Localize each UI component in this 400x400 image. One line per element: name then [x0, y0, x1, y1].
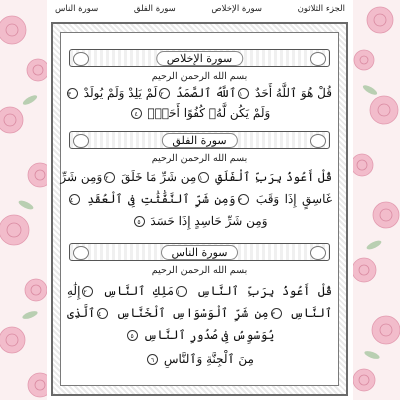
ayah-number-marker: ٢ [82, 286, 93, 297]
ayah-number-marker: ٣ [67, 88, 78, 99]
ayah-text: وَمِن شَرِّ حَاسِدٍ إِذَا حَسَدَ [146, 214, 268, 228]
ayah-number-marker: ٣ [238, 194, 249, 205]
ayah-text: وَمِن شَرِّ ٱلنَّفَّٰثَٰتِ فِى ٱلْعُقَدِ [82, 192, 236, 206]
ayah-number-marker: ٦ [147, 354, 158, 365]
ayah-number-marker: ٢ [159, 88, 170, 99]
ayah-line [67, 213, 332, 229]
banner-ornament-icon [73, 134, 89, 148]
banner-ornament-icon [310, 246, 326, 260]
ayah-text: مِن شَرِّ ٱلْوَسْوَاسِ ٱلْخَنَّاسِ [110, 306, 269, 320]
ayah-number-marker: ٥ [127, 330, 138, 341]
ayah-line [67, 327, 332, 343]
ayah-line [67, 85, 332, 101]
ayah-number-marker: ١ [238, 88, 249, 99]
roses-decoration-icon [350, 0, 400, 400]
ayah-line [67, 305, 332, 321]
ayah-text: مَلِكِ ٱلنَّاسِ [95, 284, 174, 298]
ayah-text: ٱلَّذِى [67, 306, 96, 320]
banner-ornament-icon [310, 134, 326, 148]
ayah-text: مِن شَرِّ مَا خَلَقَ [117, 170, 197, 184]
surah-title: سورة الفلق [161, 133, 237, 148]
ayah-text: وَلَمْ يَكُن لَّهُۥ كُفُوًا أَحَدٌۢ [143, 106, 271, 120]
ayah-number-marker: ٣ [271, 308, 282, 319]
surah-banner-ikhlas [69, 49, 330, 67]
page-header [47, 4, 353, 18]
header-surah-nas: سورة الناس [55, 4, 99, 14]
basmala: بسم الله الرحمن الرحيم [151, 265, 248, 276]
ayah-text: يُوَسْوِسُ فِى صُدُورِ ٱلنَّاسِ [139, 328, 275, 342]
ayah-line [67, 283, 332, 299]
banner-ornament-icon [310, 52, 326, 66]
ayah-text: لَمْ يَلِدْ وَلَمْ يُولَدْ [79, 86, 158, 100]
mushaf-page [47, 0, 353, 400]
floral-border-right [350, 0, 400, 400]
ayah-text: قُلْ أَعُوذُ بِرَبِّ ٱلْفَلَقِ [211, 170, 332, 184]
ayah-number-marker: ٤ [97, 308, 108, 319]
ayah-text: وَمِن شَرِّ [60, 170, 103, 184]
ayah-text: قُلْ أَعُوذُ بِرَبِّ ٱلنَّاسِ [188, 284, 332, 298]
ayah-number-marker: ٤ [69, 194, 80, 205]
surah-title: سورة الناس [161, 245, 239, 260]
header-surah-falaq: سورة الفلق [133, 4, 176, 14]
ayah-number-marker: ١ [176, 286, 187, 297]
surah-title: سورة الإخلاص [156, 51, 243, 66]
basmala: بسم الله الرحمن الرحيم [151, 71, 248, 82]
floral-border-left [0, 0, 52, 400]
banner-ornament-icon [73, 246, 89, 260]
ornamental-frame [51, 22, 348, 396]
ayah-line [67, 351, 332, 367]
ayah-text: مِنَ ٱلْجِنَّةِ وَٱلنَّاسِ [160, 352, 254, 366]
ayah-text: ٱللَّهُ ٱلصَّمَدُ [172, 86, 237, 100]
text-area [60, 32, 339, 386]
ayah-text: غَاسِقٍ إِذَا وَقَبَ [250, 192, 333, 206]
ayah-text: قُلْ هُوَ ٱللَّهُ أَحَدٌ [251, 86, 332, 100]
ayah-number-marker: ٥ [134, 216, 145, 227]
ayah-number-marker: ١ [198, 172, 209, 183]
ayah-line [67, 105, 332, 121]
ayah-text: ٱلنَّاسِ [283, 306, 332, 320]
juz-label: الجزء الثلاثون [297, 4, 345, 14]
roses-decoration-icon [0, 0, 52, 400]
ayah-line [60, 169, 332, 185]
basmala: بسم الله الرحمن الرحيم [151, 153, 248, 164]
ayah-number-marker: ٢ [104, 172, 115, 183]
surah-banner-falaq [69, 131, 330, 149]
ayah-text: إِلَٰهِ [67, 284, 81, 298]
header-surah-ikhlas: سورة الإخلاص [211, 4, 262, 14]
banner-ornament-icon [73, 52, 89, 66]
ayah-number-marker: ٤ [131, 108, 142, 119]
surah-banner-nas [69, 243, 330, 261]
ayah-line [67, 191, 332, 207]
